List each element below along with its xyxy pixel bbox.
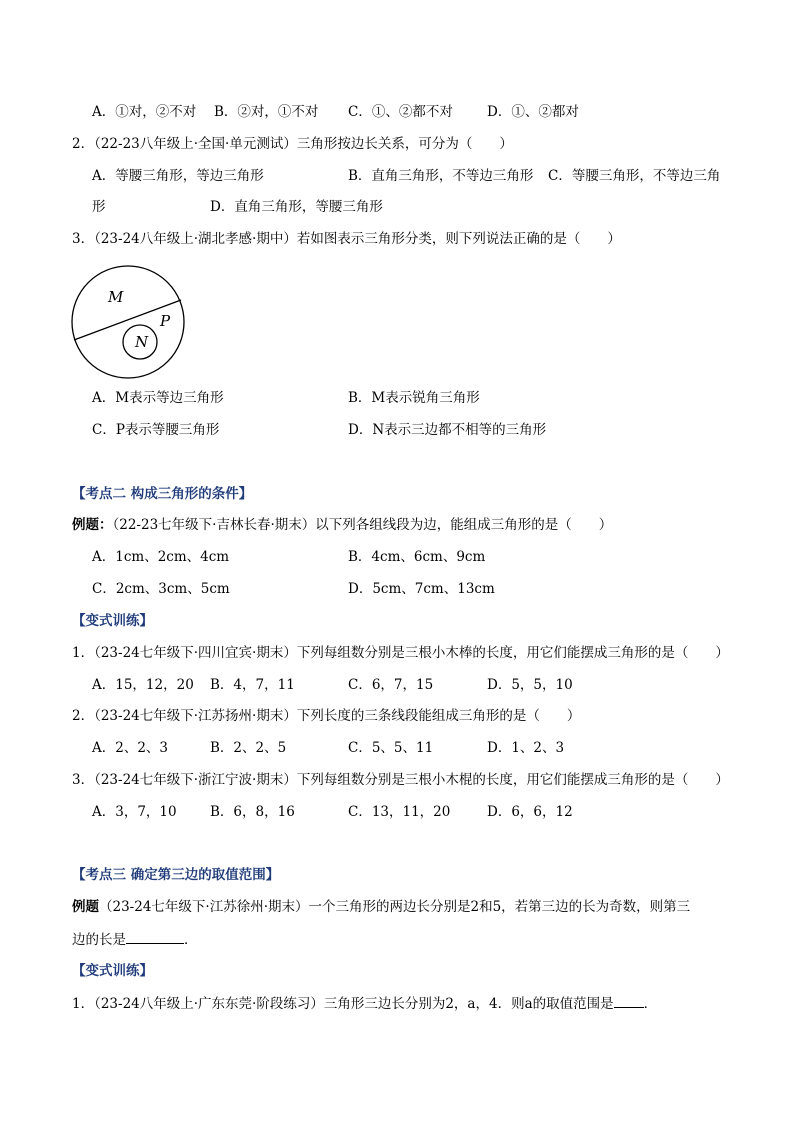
sec2-p2-option-c: C．5、5、11: [348, 740, 434, 756]
answer-blank[interactable]: [614, 993, 644, 1008]
section-2-practice-title: 【变式训练】: [72, 613, 153, 629]
example-label: 例题：: [72, 517, 113, 533]
sec2-p3-option-b: B．6，8，16: [210, 804, 295, 820]
q3-option-a: A．M表示等边三角形: [92, 390, 224, 406]
sec3-practice-1-end: ．: [643, 996, 658, 1012]
example-end-punct: ．: [184, 932, 198, 948]
sec2-p3-option-d: D．6，6，12: [487, 804, 573, 820]
sec2-p1-option-c: C．6，7，15: [348, 677, 434, 693]
example-stem: （23-24七年级下·江苏徐州·期末）一个三角形的两边长分别是2和5，若第三边的长为奇数，则第三: [99, 899, 691, 915]
example-continued-text: 边的长是: [72, 932, 126, 948]
section-3-example-continued: [72, 929, 198, 950]
sec2-p2-option-a: A．2、2、3: [92, 740, 169, 756]
example-label: 例题: [72, 899, 99, 915]
section-2-example: [72, 515, 612, 535]
sec2-option-b: B．4cm、6cm、9cm: [348, 549, 486, 565]
sec2-p3-option-c: C．13，11，20: [348, 804, 451, 820]
sec2-p2-option-b: B．2、2、5: [210, 740, 287, 756]
q2-option-a: A．等腰三角形，等边三角形: [92, 168, 264, 184]
sec2-option-a: A．1cm、2cm、4cm: [92, 549, 230, 565]
sec2-p1-option-a: A．15，12，20: [92, 677, 194, 693]
answer-blank[interactable]: [126, 929, 184, 944]
sec2-practice-1-stem: 1．（23-24七年级下·四川宜宾·期末）下列每组数分别是三根小木棒的长度，用它们能摆成三角形的是（ ）: [72, 645, 729, 661]
triangle-classification-figure: [70, 264, 188, 382]
label-n: N: [135, 333, 149, 351]
example-stem: （22-23七年级下·吉林长春·期末）以下列各组线段为边，能组成三角形的是（ ）: [112, 517, 613, 533]
sec2-option-c: C．2cm、3cm、5cm: [92, 581, 230, 597]
option-d: D．①、②都对: [487, 104, 579, 120]
sec3-practice-1-stem: 1．（23-24八年级上·广东东莞·阶段练习）三角形三边长分别为2，a，4．则a的取值范围是: [72, 996, 614, 1012]
option-a: A．①对，②不对: [92, 104, 197, 120]
sec2-p1-option-d: D．5，5，10: [487, 677, 573, 693]
section-3-example: [72, 897, 690, 917]
label-p: P: [160, 312, 171, 330]
question-3-stem: 3．（23-24八年级上·湖北孝感·期中）若如图表示三角形分类，则下列说法正确的是（ ）: [72, 231, 621, 247]
q3-option-c: C．P表示等腰三角形: [92, 422, 220, 438]
sec2-p3-option-a: A．3，7，10: [92, 804, 177, 820]
q2-option-c: C．等腰三角形，不等边三角: [548, 168, 721, 184]
q2-option-c-continued: 形: [92, 199, 106, 215]
option-b: B．②对，①不对: [214, 104, 319, 120]
sec2-p1-option-b: B．4，7，11: [210, 677, 295, 693]
q2-option-d: D．直角三角形，等腰三角形: [210, 199, 383, 215]
section-3-practice-title: 【变式训练】: [72, 963, 153, 979]
sec2-option-d: D．5cm、7cm、13cm: [348, 581, 495, 597]
q3-option-b: B．M表示锐角三角形: [348, 390, 480, 406]
q3-option-d: D．N表示三边都不相等的三角形: [348, 422, 547, 438]
sec3-practice-1: [72, 993, 657, 1014]
section-3-title: 【考点三 确定第三边的取值范围】: [72, 867, 280, 883]
sec2-practice-3-stem: 3．（23-24七年级下·浙江宁波·期末）下列每组数分别是三根小木棍的长度，用它们能摆成三角形的是（ ）: [72, 772, 729, 788]
sec2-practice-2-stem: 2．（23-24七年级下·江苏扬州·期末）下列长度的三条线段能组成三角形的是（ ）: [72, 708, 581, 724]
section-2-title: 【考点二 构成三角形的条件】: [72, 486, 253, 502]
q2-option-b: B．直角三角形，不等边三角形: [348, 168, 534, 184]
question-2-stem: 2．（22-23八年级上·全国·单元测试）三角形按边长关系，可分为（ ）: [72, 136, 513, 152]
option-c: C．①、②都不对: [348, 104, 453, 120]
label-m: M: [108, 288, 124, 306]
sec2-p2-option-d: D．1、2、3: [487, 740, 565, 756]
